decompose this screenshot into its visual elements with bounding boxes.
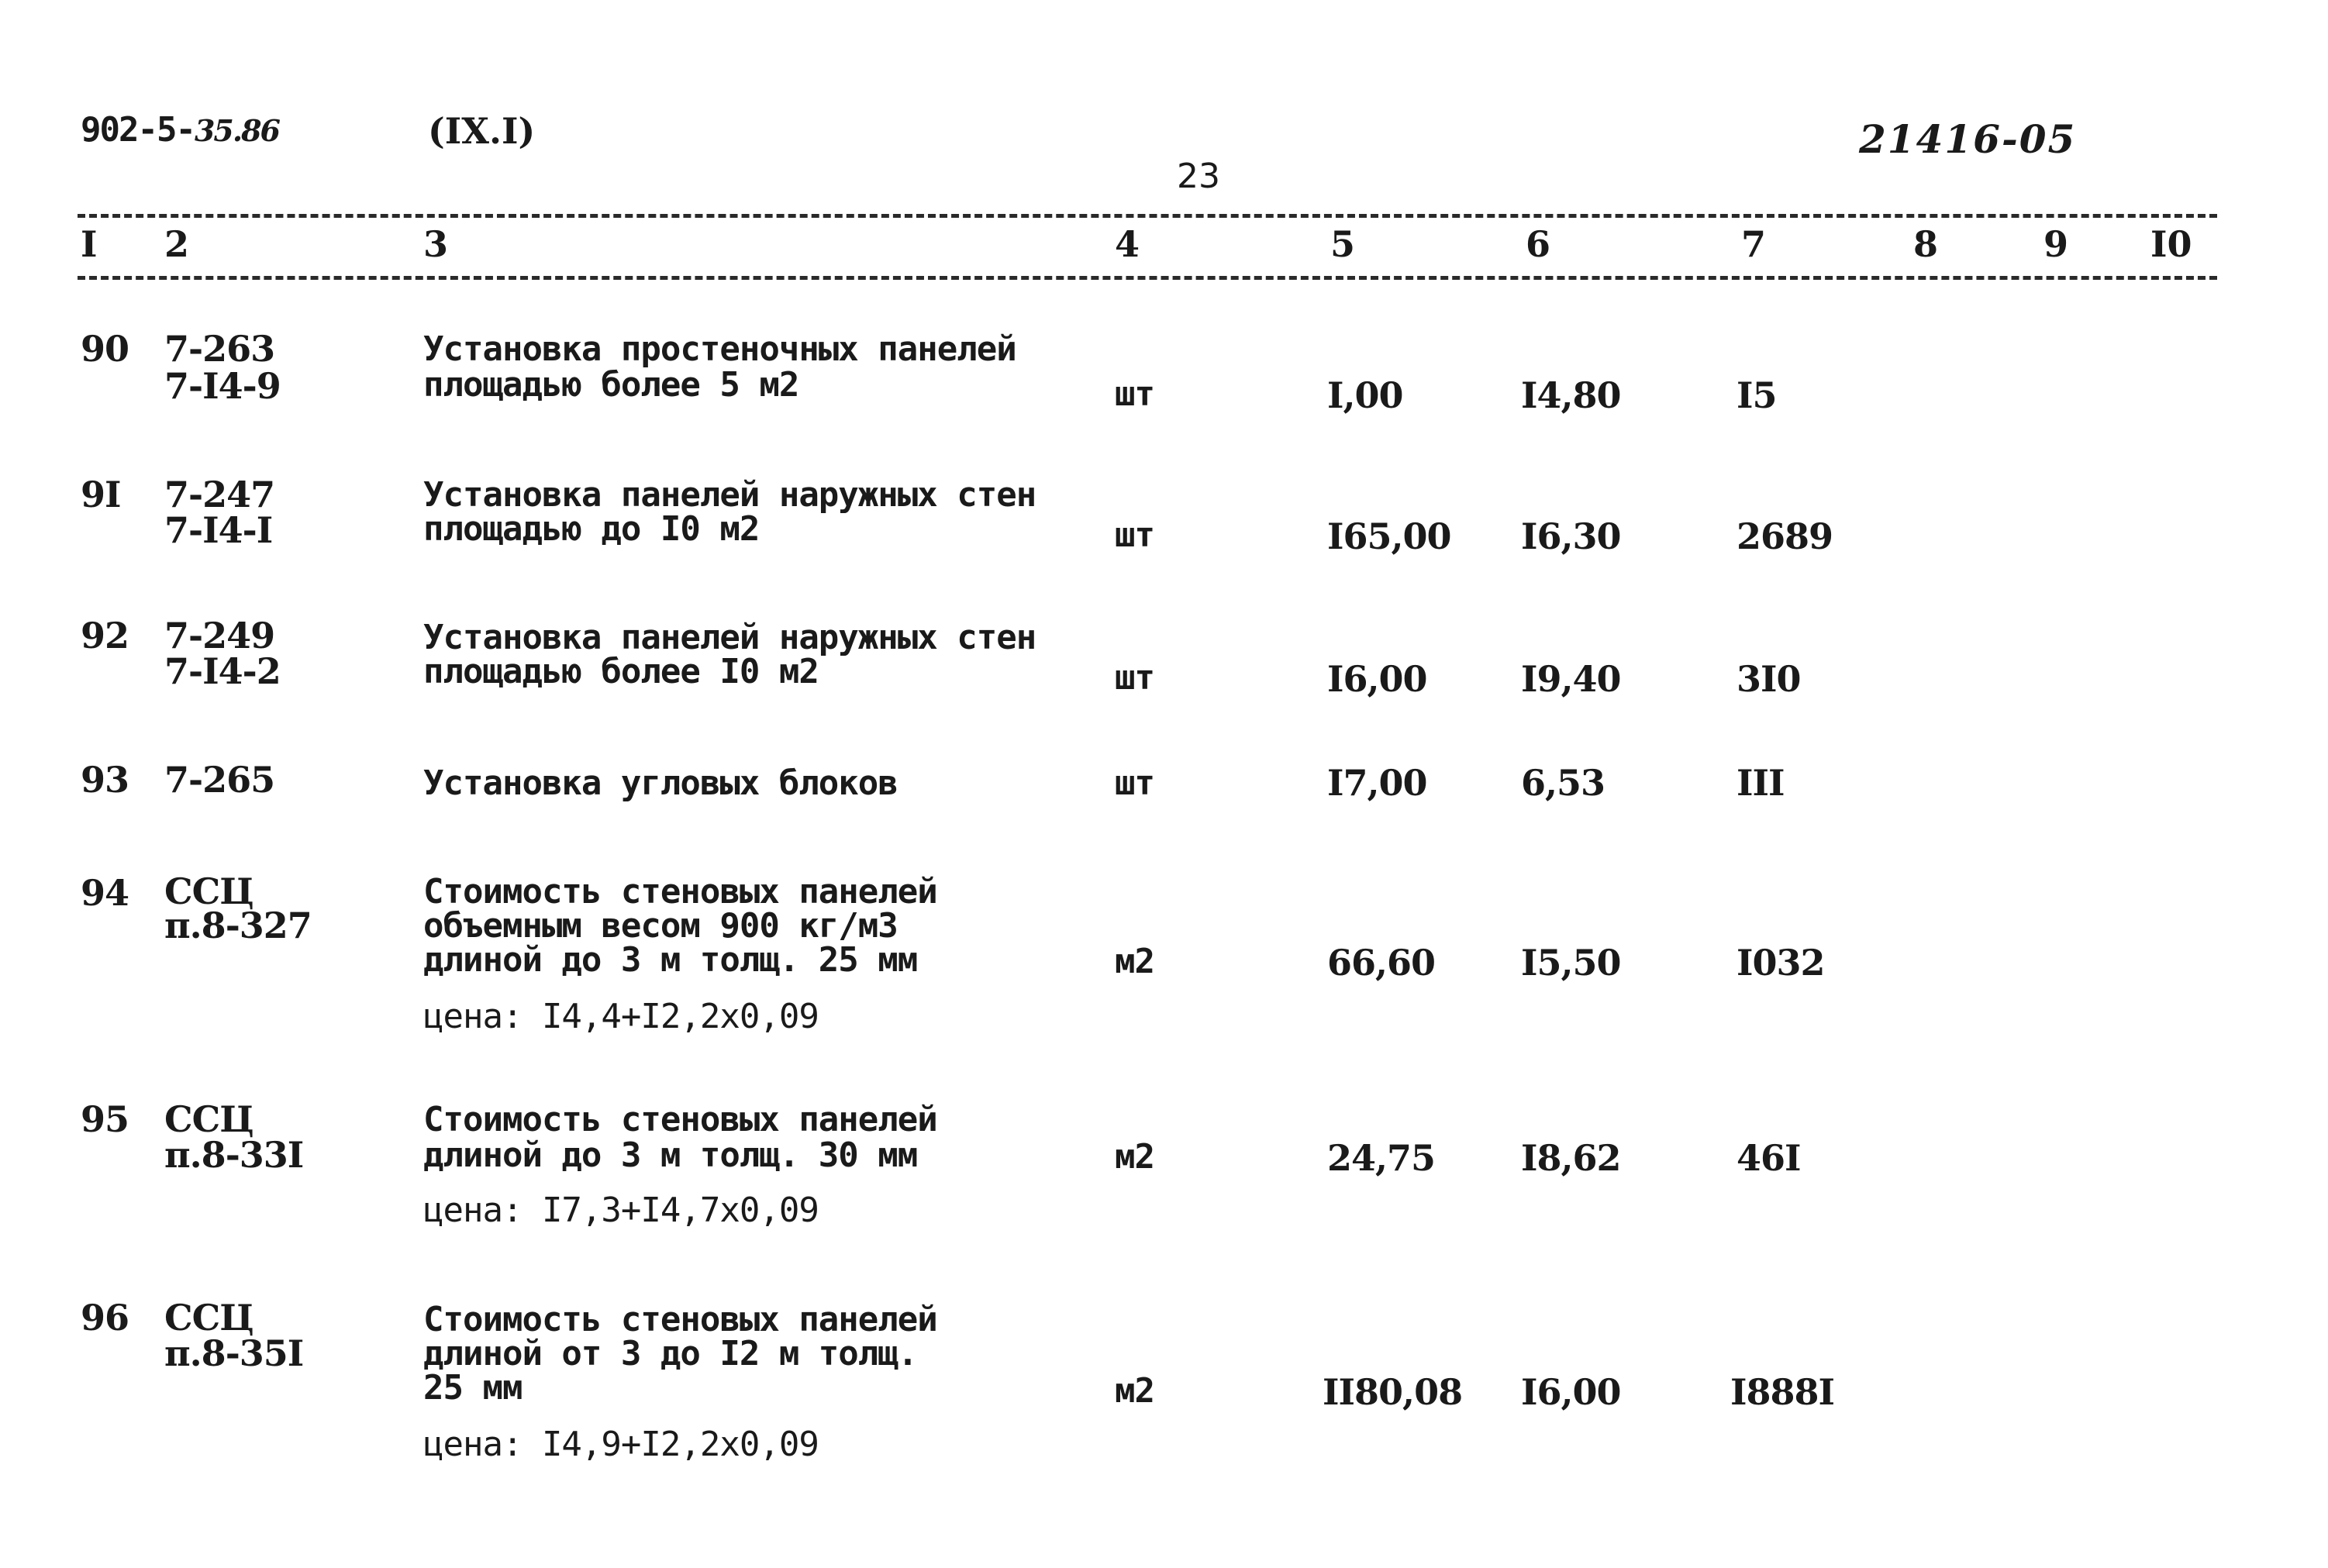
work-description-line-2: площадью более I0 м2 (423, 652, 819, 691)
unit: м2 (1115, 942, 1154, 981)
rate-code-secondary: 7-I4-9 (164, 365, 281, 407)
row-number: 93 (81, 759, 129, 801)
document-code-handwritten: 35.86 (194, 113, 279, 148)
rate-code: 7-247 (164, 474, 275, 515)
unit: шт (1115, 763, 1154, 803)
total-cost: I5 (1737, 374, 1777, 416)
unit: шт (1115, 515, 1154, 555)
document-code-printed: 902-5- (81, 110, 195, 150)
header-rule-bottom (78, 276, 2217, 280)
total-cost: I032 (1737, 942, 1825, 984)
rate-code-secondary: п.8-33I (164, 1134, 304, 1176)
total-cost: 3I0 (1737, 658, 1801, 700)
unit-price: I9,40 (1521, 658, 1621, 700)
column-header-10: I0 (2150, 223, 2192, 265)
quantity: I65,00 (1327, 515, 1451, 557)
unit-price: I6,00 (1521, 1371, 1621, 1413)
work-description-line-2: длиной до 3 м толщ. 30 мм (423, 1136, 918, 1175)
unit-price: I4,80 (1521, 374, 1621, 416)
work-description-line-1: Стоимость стеновых панелей (423, 1300, 937, 1339)
work-description-line-3: 25 мм (423, 1368, 523, 1408)
column-header-5: 5 (1330, 223, 1356, 265)
unit: шт (1115, 374, 1154, 414)
row-number: 95 (81, 1098, 129, 1140)
row-number: 9I (81, 474, 121, 515)
section-reference: (IX.I) (428, 110, 536, 152)
rate-code-secondary: 7-I4-I (164, 509, 273, 551)
total-cost: I888I (1730, 1371, 1835, 1413)
rate-code: 7-265 (164, 759, 275, 801)
total-cost: 46I (1737, 1137, 1801, 1179)
archive-number: 21416-05 (1859, 116, 2077, 162)
work-description-line-2: площадью более 5 м2 (423, 365, 799, 405)
work-description-line-2: площадью до I0 м2 (423, 509, 760, 549)
unit: шт (1115, 658, 1154, 698)
work-description-line-3: длиной до 3 м толщ. 25 мм (423, 940, 918, 980)
total-cost: 2689 (1737, 515, 1833, 557)
work-description-line-1: Установка панелей наружных стен (423, 475, 1036, 515)
quantity: I,00 (1327, 374, 1403, 416)
rate-code: ССЦ (164, 1297, 253, 1339)
row-number: 96 (81, 1297, 129, 1339)
page-number: 23 (1177, 157, 1220, 196)
row-number: 92 (81, 615, 129, 656)
price-formula: цена: I4,9+I2,2х0,09 (423, 1425, 819, 1464)
column-header-3: 3 (423, 223, 449, 265)
column-header-8: 8 (1913, 223, 1939, 265)
rate-code-secondary: п.8-35I (164, 1332, 304, 1374)
column-header-1: I (81, 223, 98, 265)
unit: м2 (1115, 1137, 1154, 1177)
rate-code: 7-263 (164, 328, 275, 370)
header-rule-top (78, 214, 2217, 218)
document-code (81, 110, 279, 150)
column-header-9: 9 (2043, 223, 2069, 265)
work-description-line-1: Установка панелей наружных стен (423, 618, 1036, 657)
row-number: 90 (81, 328, 129, 370)
quantity: 24,75 (1327, 1137, 1436, 1179)
quantity: II80,08 (1323, 1371, 1463, 1413)
work-description-line-1: Установка простеночных панелей (423, 329, 1016, 369)
work-description-line-1: Стоимость стеновых панелей (423, 1100, 937, 1139)
rate-code-secondary: п.8-327 (164, 905, 312, 946)
unit-price: I5,50 (1521, 942, 1621, 984)
work-description-line-1: Установка угловых блоков (423, 763, 898, 803)
work-description-line-2: длиной от 3 до I2 м толщ. (423, 1334, 918, 1373)
row-number: 94 (81, 872, 129, 914)
rate-code-secondary: 7-I4-2 (164, 650, 281, 692)
price-formula: цена: I4,4+I2,2х0,09 (423, 997, 819, 1036)
rate-code: ССЦ (164, 1098, 253, 1140)
rate-code: ССЦ (164, 870, 253, 912)
unit: м2 (1115, 1371, 1154, 1411)
column-header-6: 6 (1526, 223, 1551, 265)
work-description-line-1: Стоимость стеновых панелей (423, 872, 937, 912)
work-description-line-2: объемным весом 900 кг/м3 (423, 906, 898, 946)
unit-price: I6,30 (1521, 515, 1621, 557)
column-header-4: 4 (1115, 223, 1140, 265)
column-header-7: 7 (1741, 223, 1767, 265)
unit-price: I8,62 (1521, 1137, 1621, 1179)
column-header-2: 2 (164, 223, 190, 265)
price-formula: цена: I7,3+I4,7х0,09 (423, 1191, 819, 1230)
quantity: 66,60 (1327, 942, 1436, 984)
quantity: I7,00 (1327, 762, 1427, 804)
rate-code: 7-249 (164, 615, 275, 656)
total-cost: III (1737, 762, 1785, 804)
unit-price: 6,53 (1521, 762, 1605, 804)
quantity: I6,00 (1327, 658, 1427, 700)
